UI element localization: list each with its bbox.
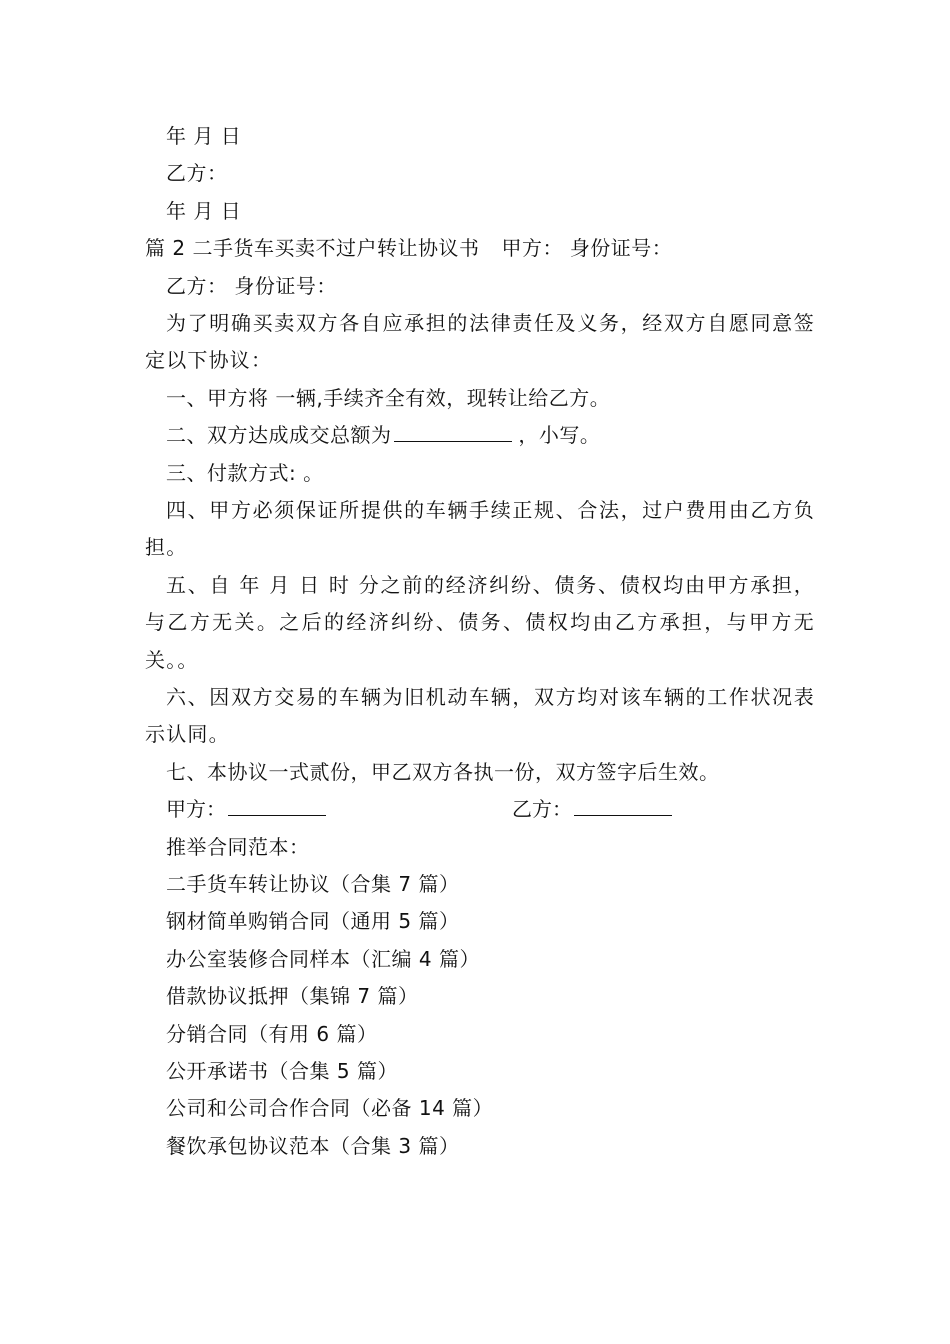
document-body (145, 118, 815, 1165)
amount-blank-field[interactable] (394, 419, 512, 442)
party-b-id-party: 乙方： (166, 273, 228, 298)
clause-2-suffix: ，小写。 (518, 423, 601, 448)
recommend-link[interactable]: 公开承诺书（合集 5 篇） (166, 1058, 398, 1083)
party-b-label: 乙方： (166, 161, 228, 186)
clause-1: 一、甲方将 一辆,手续齐全有效，现转让给乙方。 (166, 385, 611, 410)
date-line: 年 月 日 (166, 198, 242, 223)
party-b-signature-label: 乙方： (512, 797, 572, 822)
recommend-link[interactable]: 办公室装修合同样本（汇编 4 篇） (166, 946, 480, 971)
recommend-heading: 推举合同范本： (166, 834, 310, 859)
recommend-link[interactable]: 公司和公司合作合同（必备 14 篇） (166, 1096, 494, 1121)
clause-4: 四、甲方必须保证所提供的车辆手续正规、合法，过户费用由乙方负担。 (145, 497, 815, 560)
recommend-link[interactable]: 二手货车转让协议（合集 7 篇） (166, 871, 460, 896)
title-id-label: 身份证号： (569, 236, 673, 261)
recommend-link[interactable]: 分销合同（有用 6 篇） (166, 1021, 378, 1046)
party-b-id-label: 身份证号： (234, 273, 337, 298)
section-title-line (145, 230, 815, 267)
clause-6: 六、因双方交易的车辆为旧机动车辆，双方均对该车辆的工作状况表示认同。 (145, 684, 815, 747)
party-b-id-line (145, 268, 815, 305)
party-a-signature-label: 甲方： (166, 797, 226, 822)
recommend-link[interactable]: 餐饮承包协议范本（合集 3 篇） (166, 1133, 460, 1158)
party-a-signature-field[interactable] (228, 793, 326, 816)
signature-row (145, 791, 815, 828)
party-a-signature (166, 791, 326, 828)
clause-7: 七、本协议一式贰份，甲乙双方各执一份，双方签字后生效。 (166, 759, 720, 784)
intro-paragraph: 为了明确买卖双方各自应承担的法律责任及义务，经双方自愿同意签定以下协议： (145, 310, 815, 373)
title-party-a: 甲方： (501, 236, 563, 261)
clause-5: 五、自 年 月 日 时 分之前的经济纠纷、债务、债权均由甲方承担，与乙方无关。之后的经济纠纷、债务、债权均由乙方承担，与甲方无关。。 (145, 572, 815, 672)
party-b-signature-field[interactable] (574, 793, 672, 816)
date-line: 年 月 日 (166, 124, 242, 148)
party-b-signature (512, 791, 672, 828)
recommend-link[interactable]: 借款协议抵押（集锦 7 篇） (166, 984, 419, 1009)
clause-2-prefix: 二、双方达成成交总额为 (166, 423, 392, 448)
clause-3: 三、付款方式: 。 (166, 460, 324, 485)
section-title: 篇 2 二手货车买卖不过户转让协议书 (145, 236, 480, 261)
recommend-link[interactable]: 钢材简单购销合同（通用 5 篇） (166, 909, 460, 934)
clause-2 (145, 417, 815, 454)
